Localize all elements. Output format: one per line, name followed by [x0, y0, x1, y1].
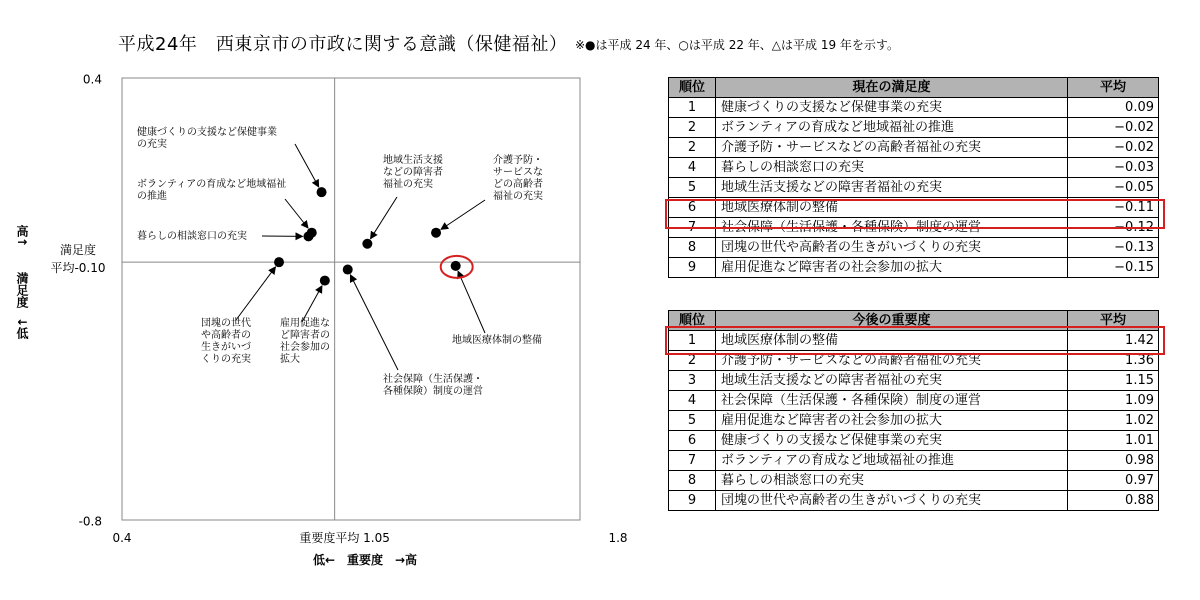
item-cell: 社会保障（生活保護・各種保険）制度の運営	[716, 391, 1068, 411]
rank-cell: 1	[669, 98, 716, 118]
point-label: 介護予防・	[493, 155, 543, 166]
item-cell: 地域医療体制の整備	[716, 331, 1068, 351]
x-axis-label: 低← 重要度 →高	[312, 553, 418, 567]
point-label: 雇用促進な	[280, 318, 330, 329]
data-point-group	[137, 229, 313, 242]
y-axis-label-mid: 満足度	[15, 272, 29, 308]
y-tick-min: -0.8	[78, 514, 102, 529]
rank-cell: 5	[669, 178, 716, 198]
value-header: 平均	[1068, 311, 1159, 331]
table-row	[669, 491, 1159, 511]
x-mean-label: 重要度平均 1.05	[299, 531, 390, 545]
value-cell: 1.42	[1068, 331, 1159, 351]
legend-note: ※●は平成 24 年、○は平成 22 年、△は平成 19 年を示す。	[575, 38, 899, 52]
rank-cell: 8	[669, 238, 716, 258]
point-label: 生きがいづ	[201, 342, 251, 353]
rank-cell: 2	[669, 138, 716, 158]
rank-cell: 3	[669, 371, 716, 391]
point-label: 団塊の世代	[201, 318, 251, 329]
item-cell: 介護予防・サービスなどの高齢者福祉の充実	[716, 351, 1068, 371]
table-row	[669, 371, 1159, 391]
point-label: ど障害者の	[280, 330, 330, 341]
table-row	[669, 138, 1159, 158]
x-tick-min: 0.4	[112, 531, 132, 545]
plot-frame	[122, 78, 580, 520]
value-cell: −0.15	[1068, 258, 1159, 278]
point-label: の推進	[137, 191, 167, 202]
point-label: 福祉の充実	[493, 191, 543, 202]
item-cell: 地域医療体制の整備	[716, 198, 1068, 218]
point-label: 拡大	[280, 354, 300, 365]
table-row	[669, 198, 1159, 218]
value-cell: −0.11	[1068, 198, 1159, 218]
rank-cell: 2	[669, 118, 716, 138]
value-cell: 0.88	[1068, 491, 1159, 511]
y-tick-max: 0.4	[82, 72, 102, 87]
table-row	[669, 258, 1159, 278]
item-cell: 社会保障（生活保護・各種保険）制度の運営	[716, 218, 1068, 238]
point-label: サービスな	[493, 167, 543, 178]
point-label: 福祉の充実	[383, 179, 433, 190]
rank-cell: 1	[669, 331, 716, 351]
table-header-row	[669, 78, 1159, 98]
value-cell: −0.05	[1068, 178, 1159, 198]
value-cell: 1.01	[1068, 431, 1159, 451]
leader-arrow	[441, 200, 485, 229]
item-cell: 団塊の世代や高齢者の生きがいづくりの充実	[716, 491, 1068, 511]
table-row	[669, 391, 1159, 411]
item-header: 今後の重要度	[716, 311, 1068, 331]
item-cell: 雇用促進など障害者の社会参加の拡大	[716, 411, 1068, 431]
table-row	[669, 431, 1159, 451]
point-label: 健康づくりの支援など保健事業	[137, 127, 277, 138]
data-point-group	[201, 257, 284, 365]
rank-header: 順位	[669, 311, 716, 331]
data-point-group	[362, 153, 443, 249]
item-cell: 地域生活支援などの障害者福祉の充実	[716, 371, 1068, 391]
data-point	[303, 231, 313, 241]
item-cell: ボランティアの育成など地域福祉の推進	[716, 451, 1068, 471]
table-row	[669, 351, 1159, 371]
point-label: や高齢者の	[201, 330, 251, 341]
point-label: 社会参加の	[280, 342, 330, 353]
item-header: 現在の満足度	[716, 78, 1068, 98]
value-cell: 1.15	[1068, 371, 1159, 391]
rank-cell: 5	[669, 411, 716, 431]
table-row	[669, 451, 1159, 471]
point-label: 社会保障（生活保護・	[383, 374, 483, 385]
rank-cell: 6	[669, 431, 716, 451]
y-mean-label-2: 平均-0.10	[50, 261, 106, 276]
table-row	[669, 158, 1159, 178]
item-cell: 健康づくりの支援など保健事業の充実	[716, 431, 1068, 451]
value-cell: −0.02	[1068, 138, 1159, 158]
table-row	[669, 178, 1159, 198]
rank-cell: 4	[669, 158, 716, 178]
value-cell: 1.02	[1068, 411, 1159, 431]
item-cell: 健康づくりの支援など保健事業の充実	[716, 98, 1068, 118]
table-row	[669, 98, 1159, 118]
x-tick-max: 1.8	[608, 531, 628, 545]
item-cell: ボランティアの育成など地域福祉の推進	[716, 118, 1068, 138]
y-mean-label-1: 満足度	[59, 243, 97, 258]
table-row	[669, 218, 1159, 238]
table-header-row	[669, 311, 1159, 331]
value-cell: 0.97	[1068, 471, 1159, 491]
data-point-group	[280, 276, 330, 365]
value-cell: 1.09	[1068, 391, 1159, 411]
data-point	[362, 239, 372, 249]
point-label: 地域医療体制の整備	[452, 335, 542, 346]
value-cell: −0.12	[1068, 218, 1159, 238]
data-point-group	[441, 256, 542, 346]
item-cell: 暮らしの相談窓口の充実	[716, 158, 1068, 178]
point-label: くりの充実	[201, 354, 251, 365]
table-row	[669, 331, 1159, 351]
rank-cell: 2	[669, 351, 716, 371]
point-label: 地域生活支援	[383, 155, 443, 166]
leader-arrow	[350, 275, 398, 370]
data-point-group	[431, 153, 543, 238]
page-title: 平成24年 西東京市の市政に関する意識（保健福祉）	[118, 34, 568, 55]
rank-cell: 6	[669, 198, 716, 218]
point-label: ボランティアの育成など地域福祉	[137, 179, 287, 190]
item-cell: 団塊の世代や高齢者の生きがいづくりの充実	[716, 238, 1068, 258]
table-row	[669, 238, 1159, 258]
value-cell: 1.36	[1068, 351, 1159, 371]
value-cell: −0.02	[1068, 118, 1159, 138]
y-axis-label-bottom: ↓低	[15, 316, 29, 340]
leader-arrow	[285, 199, 308, 228]
data-point	[320, 276, 330, 286]
leader-arrow	[458, 271, 485, 333]
rank-header: 順位	[669, 78, 716, 98]
importance-table	[668, 310, 1159, 511]
item-cell: 雇用促進など障害者の社会参加の拡大	[716, 258, 1068, 278]
satisfaction-table	[668, 77, 1159, 278]
value-cell: −0.03	[1068, 158, 1159, 178]
rank-cell: 9	[669, 258, 716, 278]
leader-arrow	[371, 197, 397, 239]
table-row	[669, 411, 1159, 431]
data-point	[274, 257, 284, 267]
rank-cell: 7	[669, 218, 716, 238]
item-cell: 地域生活支援などの障害者福祉の充実	[716, 178, 1068, 198]
value-cell: −0.13	[1068, 238, 1159, 258]
leader-arrow	[295, 144, 319, 187]
data-point	[451, 261, 461, 271]
item-cell: 暮らしの相談窓口の充実	[716, 471, 1068, 491]
point-label: 暮らしの相談窓口の充実	[137, 231, 247, 242]
data-point	[431, 228, 441, 238]
point-label: 各種保険）制度の運営	[383, 386, 483, 397]
rank-cell: 4	[669, 391, 716, 411]
leader-arrow	[302, 286, 322, 322]
data-point	[317, 187, 327, 197]
point-label: どの高齢者	[493, 179, 543, 190]
data-point-group	[137, 177, 317, 238]
rank-cell: 7	[669, 451, 716, 471]
data-point-group	[343, 265, 483, 397]
point-label: などの障害者	[383, 167, 443, 178]
value-cell: 0.09	[1068, 98, 1159, 118]
table-row	[669, 471, 1159, 491]
value-header: 平均	[1068, 78, 1159, 98]
point-label: の充実	[137, 139, 167, 150]
y-axis-label-top: 高↑	[15, 224, 29, 248]
rank-cell: 9	[669, 491, 716, 511]
rank-cell: 8	[669, 471, 716, 491]
item-cell: 介護予防・サービスなどの高齢者福祉の充実	[716, 138, 1068, 158]
leader-arrow	[236, 267, 275, 320]
data-point	[343, 265, 353, 275]
table-row	[669, 118, 1159, 138]
value-cell: 0.98	[1068, 451, 1159, 471]
